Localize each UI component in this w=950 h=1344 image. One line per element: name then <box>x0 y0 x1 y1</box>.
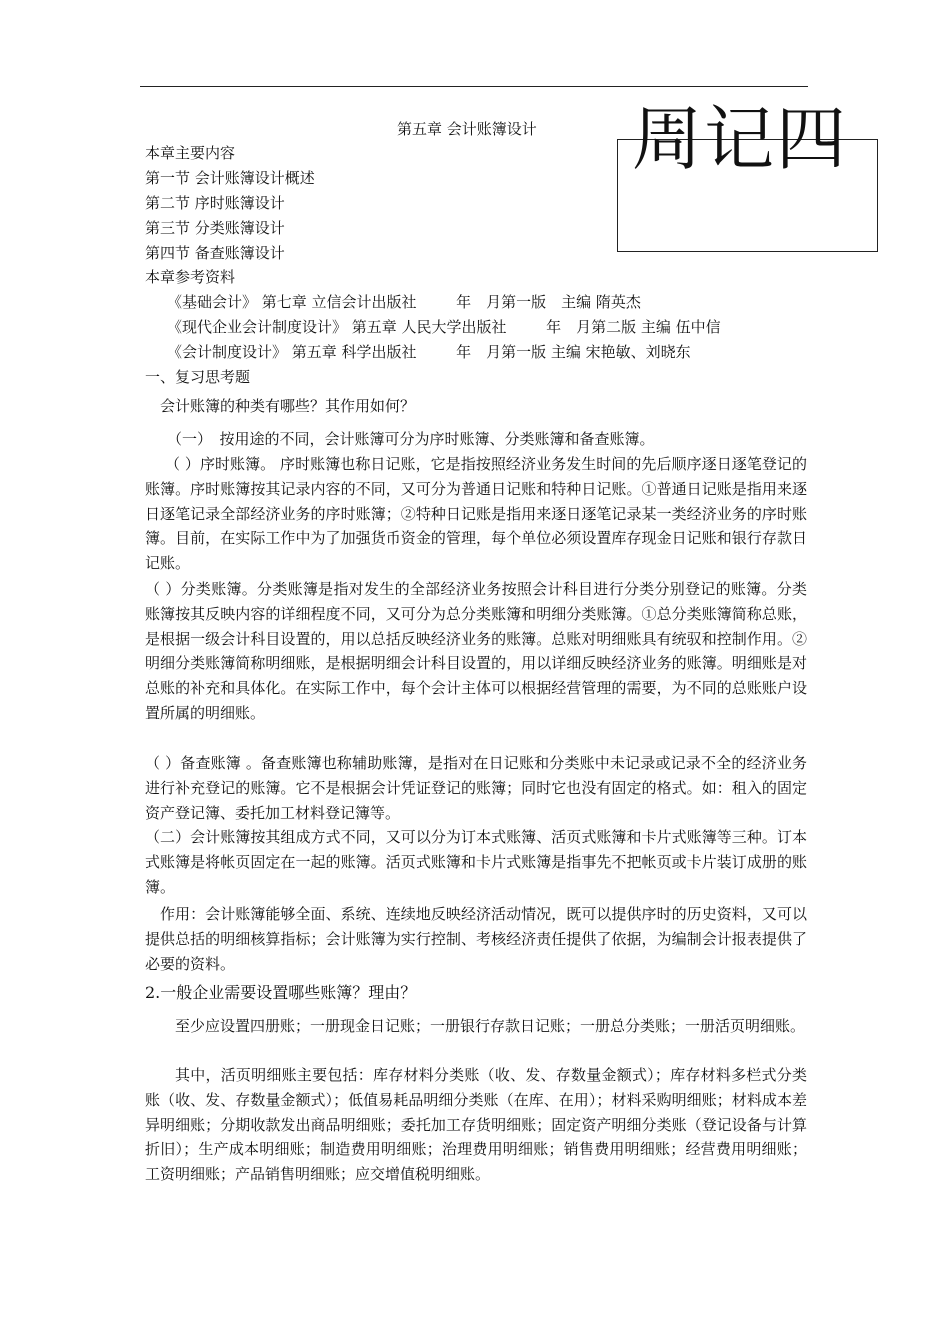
answer-2-para-1: 至少应设置四册账；一册现金日记账；一册银行存款日记账；一册总分类账；一册活页明细账。 <box>175 1017 806 1035</box>
chapter-title: 第五章 会计账簿设计 <box>397 120 537 138</box>
paragraph-binding-types: （二）会计账簿按其组成方式不同，又可以分为订本式账簿、活页式账簿和卡片式账簿等三种。订本式账簿是将帐页固定在一起的账簿。活页式账簿和卡片式账簿是指事先不把帐页或卡片装订成册的账簿。 <box>145 828 807 896</box>
contents-item-1: 第一节 会计账簿设计概述 <box>145 169 315 187</box>
reference-item-3: 《会计制度设计》 第五章 科学出版社 年 月第一版 主编 宋艳敏、刘晓东 <box>167 343 691 361</box>
paragraph-function: 作用：会计账簿能够全面、系统、连续地反映经济活动情况，既可以提供序时的历史资料，又可以提供总括的明细核算指标；会计账簿为实行控制、考核经济责任提供了依据，为编制会计报表提供了必要的资料。 <box>145 905 807 973</box>
references-heading: 本章参考资料 <box>145 268 236 286</box>
reference-item-1: 《基础会计》 第七章 立信会计出版社 年 月第一版 主编 隋英杰 <box>167 293 641 311</box>
header-rule <box>140 86 808 87</box>
answer-2-para-2: 其中，活页明细账主要包括：库存材料分类账（收、发、存数量金额式）；库存材料多栏式分类账（收、发、存数量金额式）；低值易耗品明细分类账（在库、在用）；材料采购明细账；材料成本差异明细账；分期收款发出商品明细账；委托加工存货明细账；固定资产明细分类账（登记设备与计算折旧）；生产成本明细账；制造费用明细账；治理费用明细账；销售费用明细账；经营费用明细账；工资明细账；产品销售明细账；应交增值税明细账。 <box>145 1066 807 1184</box>
part-1-intro: （一） 按用途的不同，会计账簿可分为序时账簿、分类账簿和备查账簿。 <box>167 430 655 448</box>
paragraph-ledger-books: （ ）分类账簿。分类账簿是指对发生的全部经济业务按照会计科目进行分类分别登记的账簿。分类账簿按其反映内容的详细程度不同，又可分为总分类账簿和明细分类账簿。①总分类账簿简称总账，是根据一级会计科目设置的，用以总括反映经济业务的账簿。总账对明细账具有统驭和控制作用。②明细分类账簿简称明细账，是根据明细会计科目设置的，用以详细反映经济业务的账簿。明细账是对总账的补充和具体化。在实际工作中，每个会计主体可以根据经营管理的需要，为不同的总账账户设置所属的明细账。 <box>145 580 807 722</box>
question-1: 会计账簿的种类有哪些？其作用如何？ <box>160 397 416 415</box>
contents-item-3: 第三节 分类账簿设计 <box>145 219 285 237</box>
paragraph-serial-books: （ ）序时账簿。 序时账簿也称日记账，它是指按照经济业务发生时间的先后顺序逐日逐笔登记的账簿。序时账簿按其记录内容的不同，又可分为普通日记账和特种日记账。①普通日记账是指用来逐日逐笔记录全部经济业务的序时账簿；②特种日记账是指用来逐日逐笔记录某一类经济业务的序时账簿。目前，在实际工作中为了加强货币资金的管理，每个单位必须设置库存现金日记账和银行存款日记账。 <box>145 455 807 573</box>
contents-item-2: 第二节 序时账簿设计 <box>145 194 285 212</box>
question-2: 2.一般企业需要设置哪些账簿？理由？ <box>145 983 417 1002</box>
contents-heading: 本章主要内容 <box>145 144 236 162</box>
reference-item-2: 《现代企业会计制度设计》 第五章 人民大学出版社 年 月第二版 主编 伍中信 <box>167 318 721 336</box>
contents-item-4: 第四节 备查账簿设计 <box>145 244 285 262</box>
stamp-text: 周记四 <box>632 98 848 180</box>
review-heading: 一、复习思考题 <box>145 368 251 386</box>
paragraph-memo-books: （ ）备查账簿 。备查账簿也称辅助账簿，是指对在日记账和分类账中未记录或记录不全的经济业务进行补充登记的账簿。它不是根据会计凭证登记的账簿；同时它也没有固定的格式。如：租入的固定资产登记簿、委托加工材料登记簿等。 <box>145 754 807 822</box>
